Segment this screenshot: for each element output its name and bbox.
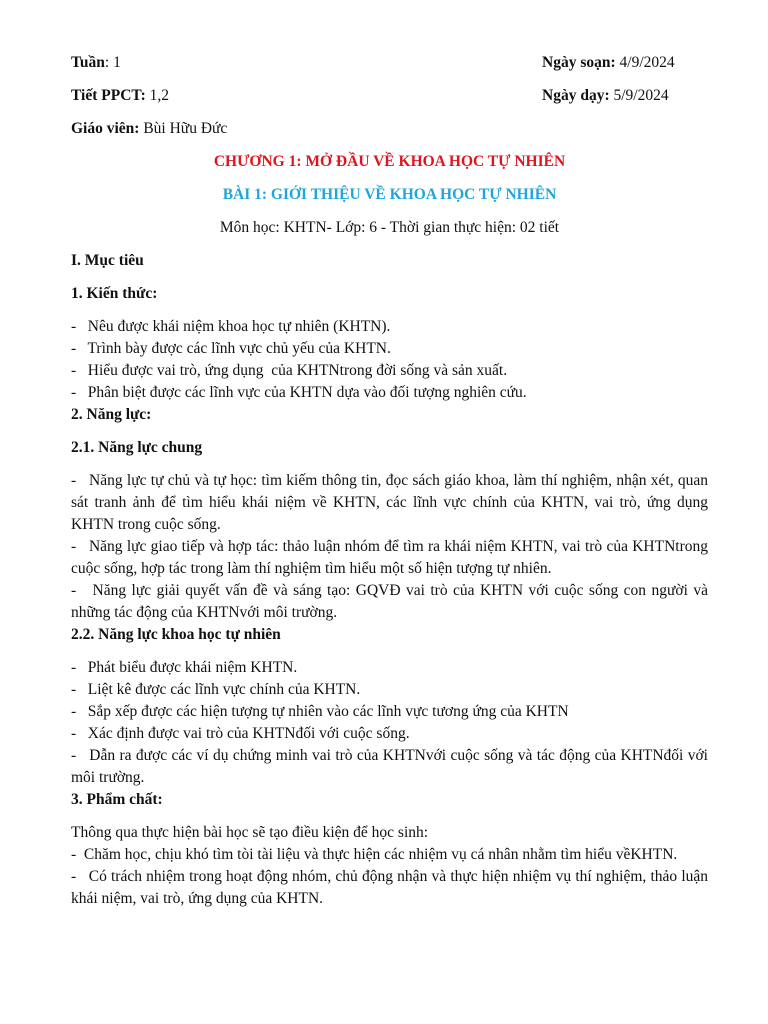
list-item: - Phát biểu được khái niệm KHTN. (71, 659, 298, 676)
section-objectives-title: I. Mục tiêu (71, 252, 144, 269)
prepare-date-value: 4/9/2024 (615, 54, 675, 71)
period-field (71, 85, 169, 107)
list-item: - Nêu được khái niệm khoa học tự nhiên (KHTN). (71, 318, 391, 335)
teach-date-label: Ngày dạy: (542, 87, 610, 104)
period-label: Tiết PPCT: (71, 87, 146, 104)
knowledge-title: 1. Kiến thức: (71, 285, 158, 302)
teacher-value: Bùi Hữu Đức (139, 120, 228, 137)
list-item: - Trình bày được các lĩnh vực chủ yếu của KHTN. (71, 340, 391, 357)
week-field (71, 52, 121, 74)
period-value: 1,2 (145, 87, 170, 104)
list-item: - Chăm học, chịu khó tìm tòi tài liệu và thực hiện các nhiệm vụ cá nhân nhằm tìm hiểu vềKHTN. (71, 846, 678, 863)
header-row-2 (71, 85, 708, 107)
list-item: - Có trách nhiệm trong hoạt động nhóm, chủ động nhận và thực hiện nhiệm vụ thí nghiệm, thảo luận khái niệm, vai trò, ứng dụng của KHTN. (71, 868, 712, 907)
lesson-title: BÀI 1: GIỚI THIỆU VỀ KHOA HỌC TỰ NHIÊN (222, 186, 557, 203)
header-row-1 (71, 52, 708, 74)
chapter-title: CHƯƠNG 1: MỞ ĐẦU VỀ KHOA HỌC TỰ NHIÊN (213, 153, 566, 170)
general-ability-title: 2.1. Năng lực chung (71, 439, 203, 456)
quality-title: 3. Phẩm chất: (71, 791, 163, 808)
quality-list (71, 822, 712, 910)
science-ability-list (71, 657, 712, 789)
quality-intro: Thông qua thực hiện bài học sẽ tạo điều kiện để học sinh: (71, 824, 429, 841)
list-item: - Phân biệt được các lĩnh vực của KHTN dựa vào đối tượng nghiên cứu. (71, 384, 527, 401)
subject-line: Môn học: KHTN- Lớp: 6 - Thời gian thực hiện: 02 tiết (219, 219, 560, 236)
week-label: Tuần (71, 54, 105, 71)
general-ability-list (71, 470, 712, 624)
ability-title: 2. Năng lực: (71, 406, 152, 423)
teach-date-field (542, 85, 708, 107)
prepare-date-field (542, 52, 708, 74)
teach-date-value: 5/9/2024 (609, 87, 669, 104)
list-item: - Sắp xếp được các hiện tượng tự nhiên vào các lĩnh vực tương ứng của KHTN (71, 703, 569, 720)
science-ability-title: 2.2. Năng lực khoa học tự nhiên (71, 626, 281, 643)
list-item: - Năng lực tự chủ và tự học: tìm kiếm thông tin, đọc sách giáo khoa, làm thí nghiệm, nhận xét, quan sát tranh ảnh để tìm hiểu khái niệm về KHTN, các lĩnh vực chính của KHTN, vai trò, ứng dụng KHTN trong cuộc sống. (71, 472, 712, 533)
teacher-label: Giáo viên: (71, 120, 140, 137)
prepare-date-label: Ngày soạn: (542, 54, 616, 71)
list-item: - Liệt kê được các lĩnh vực chính của KHTN. (71, 681, 361, 698)
week-value: : 1 (104, 54, 121, 71)
document-page (71, 52, 712, 910)
list-item: - Dẫn ra được các ví dụ chứng minh vai trò của KHTNvới cuộc sống và tác động của KHTNđối với môi trường. (71, 747, 712, 786)
list-item: - Năng lực giao tiếp và hợp tác: thảo luận nhóm để tìm ra khái niệm KHTN, vai trò của KHTNtrong cuộc sống, hợp tác trong làm thí nghiệm tìm hiểu một số hiện tượng tự nhiên. (71, 538, 712, 577)
knowledge-list (71, 316, 708, 404)
teacher-field (71, 118, 708, 140)
list-item: - Hiểu được vai trò, ứng dụng của KHTNtrong đời sống và sản xuất. (71, 362, 508, 379)
list-item: - Năng lực giải quyết vấn đề và sáng tạo: GQVĐ vai trò của KHTN với cuộc sống con người và những tác động của KHTNvới môi trường. (71, 582, 712, 621)
list-item: - Xác định được vai trò của KHTNđối với cuộc sống. (71, 725, 410, 742)
